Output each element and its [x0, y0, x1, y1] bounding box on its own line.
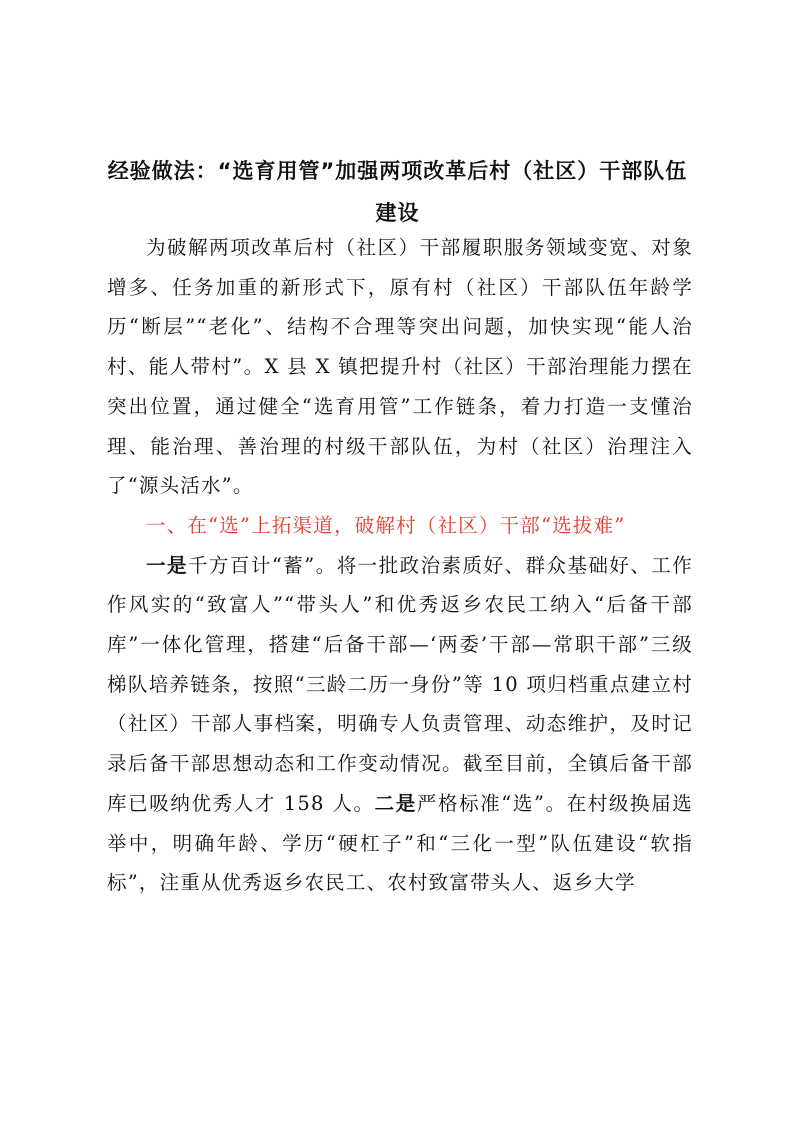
points-paragraph — [107, 546, 693, 903]
intro-paragraph: 为破解两项改革后村（社区）干部履职服务领域变宽、对象增多、任务加重的新形式下，原有村（社区）干部队伍年龄学历“断层”“老化”、结构不合理等突出问题，加快实现“能人治村、能人带村”。X 县 X 镇把提升村（社区）干部治理能力摆在突出位置，通过健全“选育用管”工作链条，着力打造一支懂治理、能治理、善治理的村级干部队伍，为村（社区）治理注入了“源头活水”。 — [107, 236, 693, 498]
document-body — [107, 228, 693, 903]
point1-label: 一是 — [146, 553, 188, 577]
point1-text: 千方百计“蓄”。将一批政治素质好、群众基础好、工作作风实的“致富人”“带头人”和优秀返乡农民工纳入“后备干部库”一体化管理，搭建“后备干部—‘两委’干部—常职干部”三级梯队培养链条，按照“三龄二历一身份”等 10 项归档重点建立村（社区）干部人事档案，明确专人负责管理、动态维护，及时记录后备干部思想动态和工作变动情况。截至目前，全镇后备干部库已吸纳优秀人才 158 人。 — [107, 553, 693, 815]
document-title: 经验做法：“选育用管”加强两项改革后村（社区）干部队伍建设 — [107, 159, 688, 225]
section-heading: 一、在“选”上拓渠道，破解村（社区）干部“选拔难” — [146, 513, 626, 537]
point2-label: 二是 — [374, 791, 417, 815]
point2-text: 严格标准“选”。在村级换届选举中，明确年龄、学历“硬杠子”和“三化一型”队伍建设“软指标”，注重从优秀返乡农民工、农村致富带头人、返乡大学 — [107, 791, 693, 895]
